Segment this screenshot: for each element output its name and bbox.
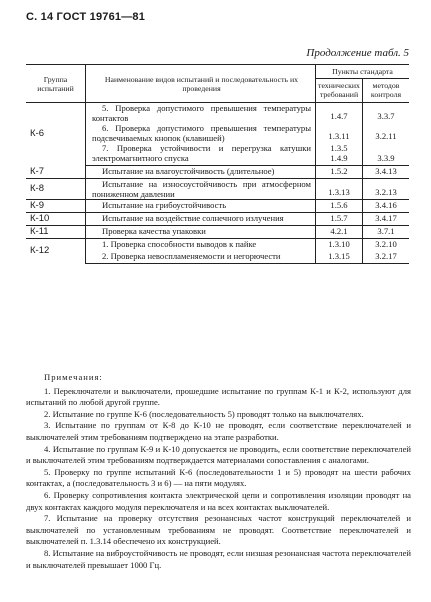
test-name-cell: 6. Проверка допустимого превышения температуры подсвечиваемых кнопок (клавишей) <box>86 123 316 143</box>
table-body <box>26 103 409 264</box>
group-cell: К-7 <box>26 166 86 179</box>
tech-ref-cell: 1.3.5 1.4.9 <box>316 143 363 166</box>
test-name-cell: Испытание на износоустойчивость при атмосферном пониженном давлении <box>86 179 316 200</box>
table-row <box>26 213 409 226</box>
note-item: 6. Проверку сопротивления контакта электрической цепи и сопротивления изоляции проводят на двух контактах каждого модуля переключателя и на всех контактах выключателей. <box>26 489 411 512</box>
col-methods-header <box>363 79 410 103</box>
test-table <box>26 64 409 264</box>
method-ref-cell: 3.2.13 <box>363 179 410 200</box>
table-row <box>26 103 409 124</box>
col-name-header <box>86 65 316 103</box>
note-item: 4. Испытание по группам К-9 и К-10 допускается не проводить, если соответствие переключателей и выключателей этим требованиям подтверждается материалами сопоставления с аналогами. <box>26 443 411 466</box>
test-name-cell: 5. Проверка допустимого превышения температуры контактов <box>86 103 316 124</box>
note-item: 7. Испытание на проверку отсутствия резонансных частот конструкций переключателей и выключателей по установленным требованиям не проводят. Соответствие переключателей и выключателей п. 1.3.14 обеспечено их конструкцией. <box>26 513 411 547</box>
tech-ref-cell: 1.3.15 <box>316 251 363 264</box>
note-item: 2. Испытание по группе К-6 (последовательность 5) проводят только на выключателях. <box>44 408 364 419</box>
method-ref-cell: 3.3.7 <box>377 111 395 121</box>
test-name-cell: 1. Проверка способности выводов к пайке <box>86 239 316 252</box>
tech-ref-cell: 1.5.7 <box>316 213 363 226</box>
test-name-cell: Испытание на влагоустойчивость (длительное) <box>86 166 316 179</box>
method-ref-cell: 3.7.1 <box>363 226 410 239</box>
table-row <box>26 200 409 213</box>
tech-ref-cell: 1.3.10 <box>316 239 363 252</box>
col-methods-label: методов контроля <box>370 81 402 99</box>
method-ref-cell: 3.4.16 <box>363 200 410 213</box>
tech-ref-cell: 1.3.11 <box>316 123 363 143</box>
table-row <box>26 239 409 252</box>
note-item: 1. Переключатели и выключатели, прошедшие испытание по группам К-1 и К-2, используют для испытаний по любой другой группе. <box>26 385 411 408</box>
group-cell: К-11 <box>26 226 86 239</box>
table-row <box>26 166 409 179</box>
test-name-cell: Проверка качества упаковки <box>86 226 316 239</box>
notes-list <box>26 386 411 572</box>
method-ref-cell: 3.2.17 <box>363 251 410 264</box>
col-group-label: Группа испытаний <box>37 74 74 93</box>
note-item: 5. Проверку по группе испытаний К-6 (последовательности 1 и 5) проводят на шести рабочих контактах, а (последовательность 3 и 6) — на пяти модулях. <box>26 466 411 489</box>
tech-ref-cell: 1.5.6 <box>316 200 363 213</box>
note-item: 3. Испытание по группам от К-8 до К-10 не проводят, если соответствие переключателей и выключателей этим требованиям подтверждено на этапе разработки. <box>26 420 411 442</box>
col-tech-label: технических требований <box>318 81 360 99</box>
tech-ref-cell: 1.5.2 <box>316 166 363 179</box>
tech-ref-cell: 1.4.7 <box>316 103 363 124</box>
method-ref-cell: 3.2.11 <box>375 131 397 141</box>
method-ref-cell: 3.4.17 <box>363 213 410 226</box>
tech-ref-cell: 1.3.13 <box>316 179 363 200</box>
table-row <box>26 179 409 200</box>
col-points-header <box>316 65 410 79</box>
tech-ref-cell: 4.2.1 <box>316 226 363 239</box>
group-cell: К-8 <box>26 179 86 200</box>
test-name-cell: Испытание на воздействие солнечного излучения <box>86 213 316 226</box>
table-row <box>26 226 409 239</box>
test-name-cell: Испытание на грибоустойчивость <box>86 200 316 213</box>
note-item: 8. Испытание на виброустойчивость не проводят, если низшая резонансная частота переключателей и выключателей превышает 1000 Гц. <box>26 547 411 570</box>
page-header: С. 14 ГОСТ 19761—81 <box>26 11 146 23</box>
group-cell: К-12 <box>26 239 86 264</box>
test-name-cell: 7. Проверка устойчивости и перегрузка катушки электромагнитного спуска <box>86 143 316 166</box>
notes-section <box>26 372 411 571</box>
group-cell: К-9 <box>26 200 86 213</box>
method-ref-cell: 3.2.10 <box>375 239 397 249</box>
notes-title: Примечания: <box>44 372 103 382</box>
group-cell: К-10 <box>26 213 86 226</box>
col-tech-header <box>316 79 363 103</box>
col-name-label: Наименование видов испытаний и последовательность их проведения <box>104 74 299 93</box>
col-group-header <box>26 65 86 103</box>
test-name-cell: 2. Проверка невоспламеняемости и негорючести <box>86 251 316 264</box>
table-continuation-label: Продолжение табл. 5 <box>306 47 409 59</box>
method-ref-cell: 3.3.9 <box>363 143 410 166</box>
method-ref-cell: 3.4.13 <box>363 166 410 179</box>
group-cell: К-6 <box>26 103 86 166</box>
col-points-label: Пункты стандарта <box>332 67 393 76</box>
